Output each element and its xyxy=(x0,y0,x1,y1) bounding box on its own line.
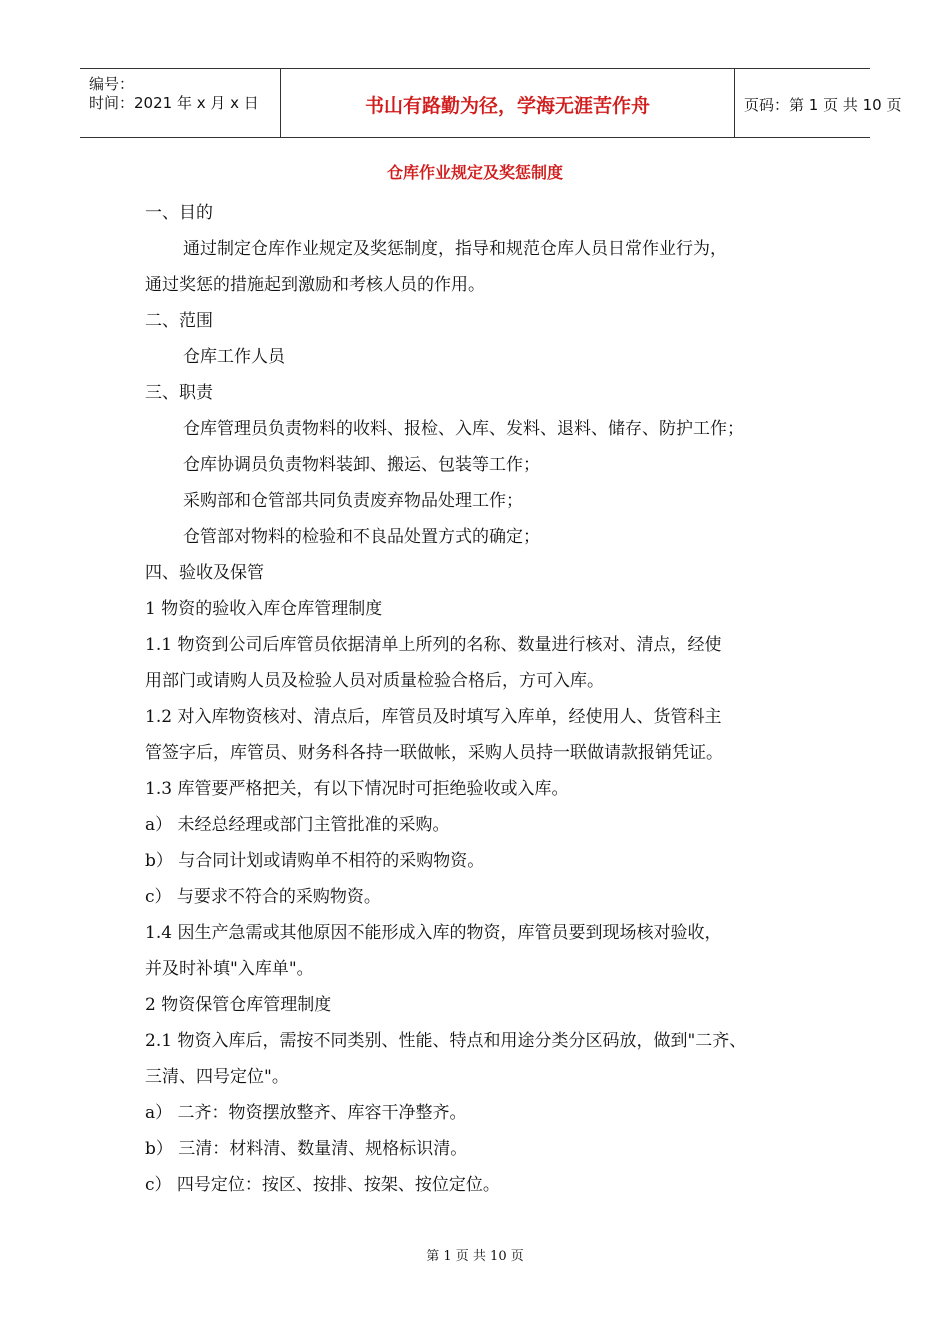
body-line: 1.3 库管要严格把关，有以下情况时可拒绝验收或入库。 xyxy=(145,779,569,799)
section-heading: 三、职责 xyxy=(145,383,213,403)
header-meta-cell xyxy=(80,69,280,137)
list-item: a） 二齐：物资摆放整齐、库容干净整齐。 xyxy=(145,1103,467,1123)
list-item: a） 未经总经理或部门主管批准的采购。 xyxy=(145,815,450,835)
subsection-heading: 2 物资保管仓库管理制度 xyxy=(145,995,332,1015)
section-heading: 二、范围 xyxy=(145,311,213,331)
body-line: 管签字后，库管员、财务科各持一联做帐，采购人员持一联做请款报销凭证。 xyxy=(145,743,723,763)
body-line: 仓管部对物料的检验和不良品处置方式的确定； xyxy=(183,527,540,547)
document-number-label: 编号： xyxy=(89,75,135,93)
body-line: 仓库管理员负责物料的收料、报检、入库、发料、退料、储存、防护工作； xyxy=(183,419,744,439)
header-motto-cell xyxy=(280,69,735,137)
body-line: 通过制定仓库作业规定及奖惩制度，指导和规范仓库人员日常作业行为， xyxy=(183,239,727,259)
list-item: c） 与要求不符合的采购物资。 xyxy=(145,887,381,907)
body-line: 仓库协调员负责物料装卸、搬运、包装等工作； xyxy=(183,455,540,475)
list-item: b） 与合同计划或请购单不相符的采购物资。 xyxy=(145,851,485,871)
page-footer: 第 1 页 共 10 页 xyxy=(426,1249,524,1264)
header-page-cell xyxy=(733,69,902,137)
document-title: 仓库作业规定及奖惩制度 xyxy=(386,163,563,182)
body-line: 并及时补填"入库单"。 xyxy=(145,959,314,979)
section-heading: 四、验收及保管 xyxy=(145,563,264,583)
body-line: 1.2 对入库物资核对、清点后，库管员及时填写入库单，经使用人、货管科主 xyxy=(145,707,722,727)
subsection-heading: 1 物资的验收入库仓库管理制度 xyxy=(145,599,383,619)
body-line: 1.4 因生产急需或其他原因不能形成入库的物资，库管员要到现场核对验收， xyxy=(145,923,722,943)
list-item: c） 四号定位：按区、按排、按架、按位定位。 xyxy=(145,1175,500,1195)
body-line: 1.1 物资到公司后库管员依据清单上所列的名称、数量进行核对、清点，经使 xyxy=(145,635,722,655)
page-header xyxy=(80,68,902,138)
body-line: 通过奖惩的措施起到激励和考核人员的作用。 xyxy=(145,275,485,295)
body-line: 仓库工作人员 xyxy=(183,347,285,367)
section-heading: 一、目的 xyxy=(145,203,213,223)
list-item: b） 三清：材料清、数量清、规格标识清。 xyxy=(145,1139,468,1159)
document-time-label: 时间：2021 年 x 月 x 日 xyxy=(89,94,259,112)
header-page-info: 页码：第 1 页 共 10 页 xyxy=(744,96,902,114)
body-line: 用部门或请购人员及检验人员对质量检验合格后，方可入库。 xyxy=(145,671,604,691)
body-line: 2.1 物资入库后，需按不同类别、性能、特点和用途分类分区码放，做到"二齐、 xyxy=(145,1031,747,1051)
header-motto: 书山有路勤为径，学海无涯苦作舟 xyxy=(364,95,650,117)
body-line: 三清、四号定位"。 xyxy=(145,1067,289,1087)
body-line: 采购部和仓管部共同负责废弃物品处理工作； xyxy=(183,491,523,511)
